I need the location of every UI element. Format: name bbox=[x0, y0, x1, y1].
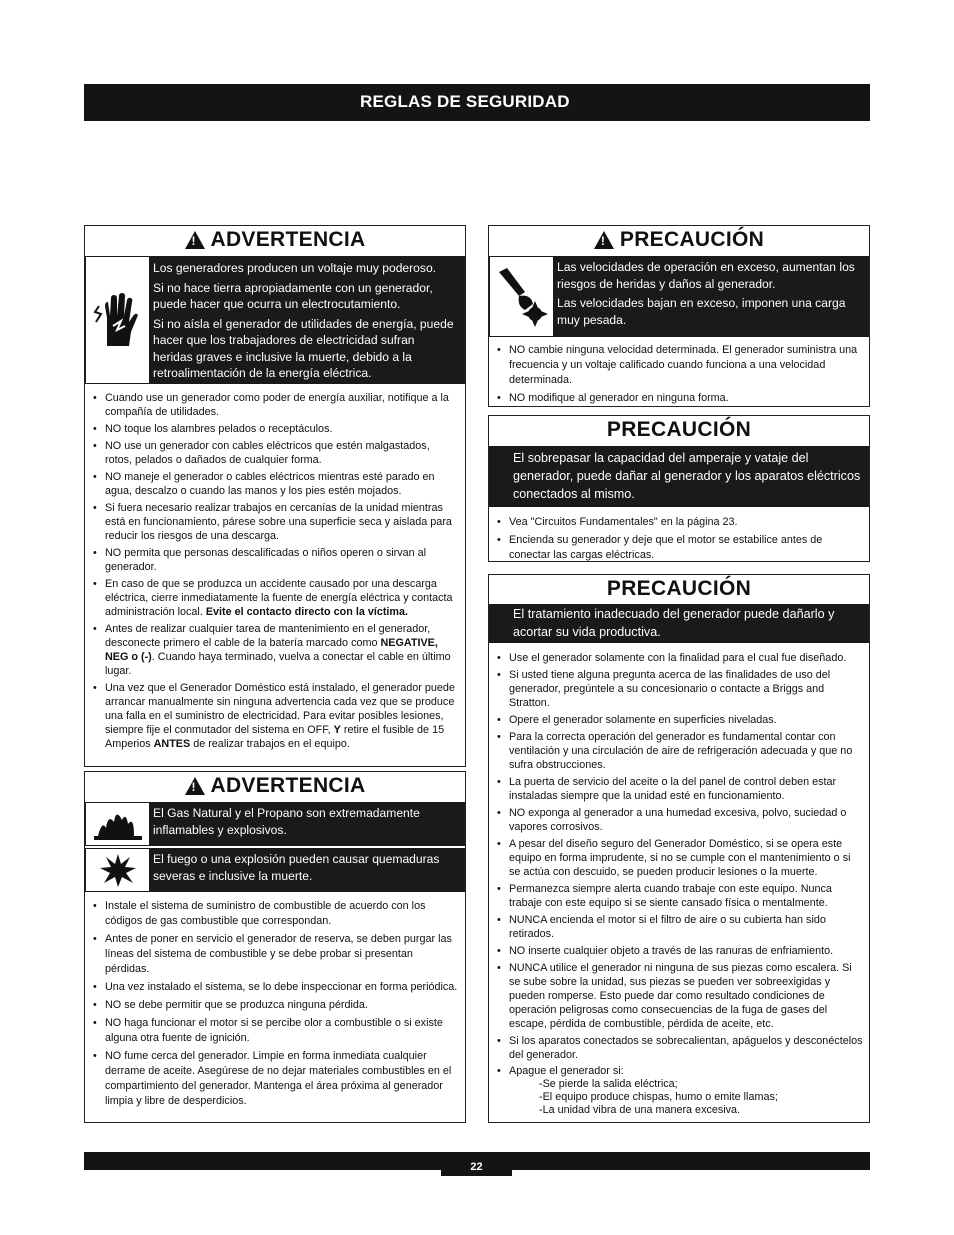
fire-hazard-panel bbox=[85, 802, 465, 846]
list-item-text: Una vez que el Generador Doméstico está instalado, el generador puede arrancar manualmente sin ninguna advertencia cada vez que se produce una falla en el suministro de electricidad. Para evitar posibles lesiones, siempre fije el conmutador del sistema en OFF, bbox=[105, 682, 455, 736]
list-item-text: En caso de que se produzca un accidente causado por una descarga eléctrica, cierre inmediatamente la fuente de energía eléctrica y contacta administración local. bbox=[105, 578, 453, 618]
list-item: • La puerta de servicio del aceite o la del panel de control deben estar instaladas siempre que la unidad esté en funcionamiento. bbox=[495, 775, 863, 803]
caution-overload-box bbox=[488, 415, 870, 562]
list-item-bold: NEGATIVE, NEG o (-) bbox=[105, 637, 438, 663]
caution-speed-box bbox=[488, 225, 870, 407]
rotating-parts-hand-icon bbox=[490, 257, 553, 336]
list-item: • NO exponga al generador a una humedad excesiva, polvo, suciedad o vapores corrosivos. bbox=[495, 806, 863, 834]
caution-list bbox=[489, 507, 869, 570]
hazard-text: El tratamiento inadecuado del generador puede dañarlo y acortar su vida productiva. bbox=[513, 607, 835, 639]
caution-title: PRECAUCIÓN bbox=[619, 228, 765, 251]
hazard-text: Las velocidades bajan en exceso, imponen una carga muy pesada. bbox=[557, 296, 846, 327]
section-header bbox=[84, 84, 870, 121]
list-item: • NO modifique al generador en ninguna forma. bbox=[495, 391, 863, 406]
warning-triangle-icon bbox=[594, 231, 614, 249]
list-item-text: . Cuando haya terminado, vuelva a conectar el cable en último lugar. bbox=[105, 651, 451, 677]
list-item-bold: Evite el contacto directo con la víctima. bbox=[205, 606, 409, 618]
warning-title: ADVERTENCIA bbox=[210, 774, 366, 797]
list-item: • NO se debe permitir que se produzca ninguna pérdida. bbox=[91, 998, 459, 1013]
list-item: • NO fume cerca del generador. Limpie en forma inmediata cualquier derrame de aceite. Asegúrese de no dejar materiales combustibles en el compartimiento del generador. Mantenga el área próxima al generador limpia y libre de desperdicios. bbox=[91, 1049, 459, 1109]
list-item: • A pesar del diseño seguro del Generador Doméstico, si se opera este equipo en forma imprudente, si no se cumple con el mantenimiento o si se actúa con descuido, se pueden producir lesiones o la muerte. bbox=[495, 837, 863, 879]
list-item: • Instale el sistema de suministro de combustible de acuerdo con los códigos de gas combustible que correspondan. bbox=[91, 899, 459, 929]
list-item: • NUNCA encienda el motor si el filtro de aire o su cubierta han sido retirados. bbox=[495, 913, 863, 941]
list-item: • NUNCA utilice el generador ni ninguna de sus piezas como escalera. Si se sube sobre la unidad, sus piezas se pueden ver sobreexigidas y pueden romperse. Esto puede dar como resultado condiciones de operación peligrosas como consecuencias de la fuga de gases del escape, pérdida de combustible, pérdida de aceite, etc. bbox=[495, 961, 863, 1031]
list-item bbox=[91, 681, 459, 751]
hazard-text: Las velocidades de operación en exceso, aumentan los riesgos de heridas y daños al generador. bbox=[557, 260, 855, 291]
warning-title-row bbox=[85, 772, 465, 800]
list-item: • Si fuera necesario realizar trabajos en cercanías de la unidad mientras está en funcionamiento, párese sobre una superficie seca y aislada para reducir los riesgos de una descarga. bbox=[91, 501, 459, 543]
list-item: • Use el generador solamente con la finalidad para el cual fue diseñado. bbox=[495, 651, 863, 665]
sub-item: -El equipo produce chispas, humo o emite llamas; bbox=[539, 1091, 778, 1103]
hazard-text: Si no hace tierra apropiadamente con un generador, puede hacer que ocurra un electrocutamiento. bbox=[153, 280, 433, 311]
list-item: • Una vez instalado el sistema, se lo debe inspeccionar en forma periódica. bbox=[91, 980, 459, 995]
hazard-text: Los generadores producen un voltaje muy poderoso. bbox=[153, 261, 437, 275]
warning-triangle-icon bbox=[185, 777, 205, 795]
list-item: • Si los aparatos conectados se sobrecalientan, apáguelos y desconéctelos del generador. bbox=[495, 1034, 863, 1062]
warning-list bbox=[85, 892, 465, 1116]
caution-list bbox=[489, 337, 869, 413]
list-item: • Permanezca siempre alerta cuando trabaje con este equipo. Nunca trabaje con este equipo si se siente cansado física o mentalmente. bbox=[495, 882, 863, 910]
warning-title: ADVERTENCIA bbox=[210, 228, 366, 251]
fire-icon bbox=[86, 803, 149, 845]
hazard-text: El sobrepasar la capacidad del amperaje y vataje del generador, puede dañar al generador y los aparatos eléctricos conectados al mismo. bbox=[513, 451, 861, 501]
hazard-text: Si no aísla el generador de utilidades de energía, puede hacer que los trabajadores de electricidad sufran heridas graves e inclusive la muerte, debido a la retroalimentación de la energía eléctrica. bbox=[153, 316, 454, 380]
section-title: REGLAS DE SEGURIDAD bbox=[360, 92, 570, 111]
list-item: • Antes de poner en servicio el generador de reserva, se deben purgar las líneas del sistema de combustible y se debe probar si presentan pérdidas. bbox=[91, 932, 459, 977]
misuse-hazard-panel bbox=[489, 604, 869, 643]
page-number: 22 bbox=[441, 1152, 512, 1176]
caution-title-row bbox=[489, 575, 869, 603]
list-item bbox=[91, 577, 459, 619]
list-item-bold: Y bbox=[333, 724, 341, 736]
warning-triangle-icon bbox=[185, 231, 205, 249]
caution-title: PRECAUCIÓN bbox=[606, 577, 752, 600]
list-item-text: Antes de realizar cualquier tarea de mantenimiento en el generador, desconecte primero el cable de la batería marcado como bbox=[105, 623, 431, 649]
list-item-text: de realizar trabajos en el equipo. bbox=[190, 738, 350, 750]
list-item bbox=[91, 622, 459, 678]
list-item: • NO cambie ninguna velocidad determinada. El generador suministra una frecuencia y un voltaje calificado cuando funciona a una velocidad determinada. bbox=[495, 343, 863, 388]
list-item-text: retire el fusible de 15 Amperios bbox=[105, 724, 445, 750]
warning-fire-box bbox=[84, 771, 466, 1123]
list-item: • Para la correcta operación del generador es fundamental contar con ventilación y una circulación de aire de refrigeración adecuada y que no sufra obstrucciones. bbox=[495, 730, 863, 772]
list-item bbox=[495, 1065, 863, 1117]
list-item: • NO use un generador con cables eléctricos que estén malgastados, rotos, pelados o dañados de cualquier forma. bbox=[91, 439, 459, 467]
overload-hazard-panel bbox=[489, 446, 869, 507]
explosion-icon bbox=[86, 849, 149, 891]
warning-list bbox=[85, 384, 465, 758]
warning-title-row bbox=[85, 226, 465, 254]
list-item: • Encienda su generador y deje que el motor se estabilice antes de conectar las cargas eléctricas. bbox=[495, 533, 863, 563]
list-item: • NO toque los alambres pelados o receptáculos. bbox=[91, 422, 459, 436]
caution-title: PRECAUCIÓN bbox=[606, 418, 752, 441]
sub-item: -La unidad vibra de una manera excesiva. bbox=[539, 1104, 741, 1116]
list-item: • NO permita que personas descalificadas o niños operen o sirvan al generador. bbox=[91, 546, 459, 574]
electrical-hazard-panel bbox=[85, 256, 465, 384]
list-item: • Cuando use un generador como poder de energía auxiliar, notifique a la compañía de utilidades. bbox=[91, 391, 459, 419]
list-item: • Vea "Circuitos Fundamentales" en la página 23. bbox=[495, 515, 863, 530]
list-item: • NO haga funcionar el motor si se percibe olor a combustible o si existe alguna otra fuente de ignición. bbox=[91, 1016, 459, 1046]
caution-title-row bbox=[489, 416, 869, 444]
speed-hazard-panel bbox=[489, 256, 869, 337]
list-item-text: Apague el generador si: bbox=[509, 1065, 624, 1077]
warning-electrical-box bbox=[84, 225, 466, 767]
list-item: • NO maneje el generador o cables eléctricos mientras esté parado en agua, descalzo o cuando las manos y los pies estén mojados. bbox=[91, 470, 459, 498]
sub-item: -Se pierde la salida eléctrica; bbox=[539, 1078, 678, 1090]
hazard-text: El fuego o una explosión pueden causar quemaduras severas e inclusive la muerte. bbox=[153, 852, 440, 883]
hazard-text: El Gas Natural y el Propano son extremadamente inflamables y explosivos. bbox=[153, 806, 420, 837]
caution-misuse-box bbox=[488, 574, 870, 1123]
caution-list bbox=[489, 643, 869, 1124]
list-item: • NO inserte cualquier objeto a través de las ranuras de enfriamiento. bbox=[495, 944, 863, 958]
explosion-hazard-panel bbox=[85, 848, 465, 892]
caution-title-row bbox=[489, 226, 869, 254]
list-item-bold: ANTES bbox=[153, 738, 191, 750]
list-item: • Si usted tiene alguna pregunta acerca de las finalidades de uso del generador, pregúntele a su concesionario o contacte a Briggs and Stratton. bbox=[495, 668, 863, 710]
list-item: • Opere el generador solamente en superficies niveladas. bbox=[495, 713, 863, 727]
electric-shock-hand-icon bbox=[86, 257, 149, 383]
